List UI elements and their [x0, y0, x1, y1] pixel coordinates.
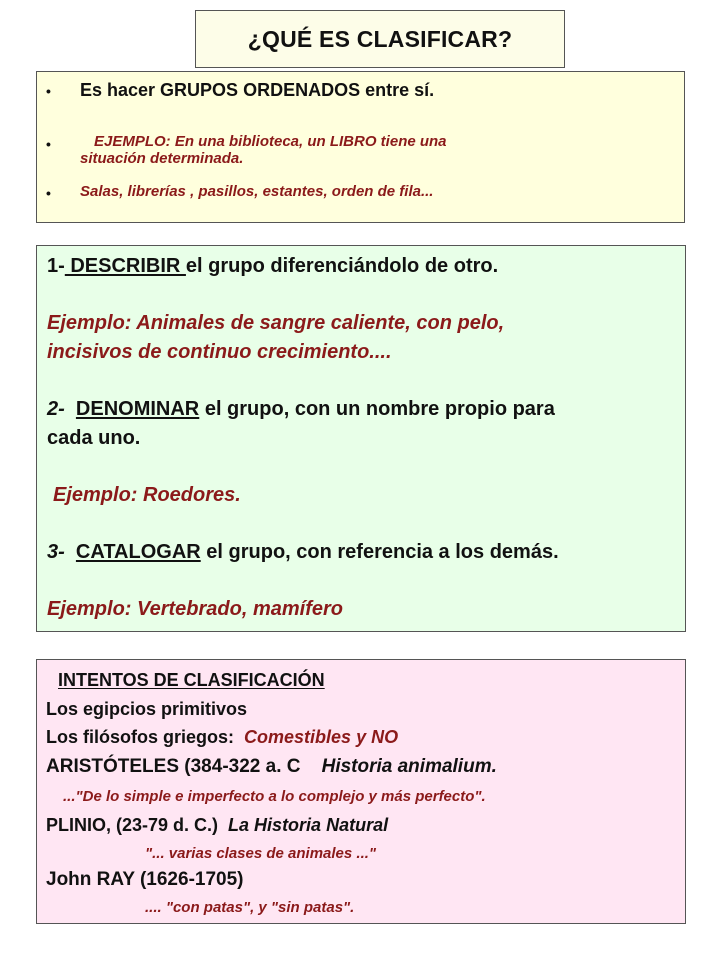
example-detail-line: Salas, librerías , pasillos, estantes, orden de fila... [80, 183, 434, 200]
example-line-2: situación determinada. [80, 150, 244, 167]
bullet-3: • [46, 185, 51, 201]
step-2-number: 2- [47, 398, 65, 420]
bullet-2: • [46, 136, 51, 152]
step-3-number: 3- [47, 541, 65, 563]
example-line [80, 133, 640, 167]
aristotle-label: ARISTÓTELES (384-322 a. C [46, 756, 301, 777]
history-line-greeks [46, 727, 398, 748]
history-heading [58, 670, 325, 691]
step-2-text: el grupo, con un nombre propio para [199, 398, 555, 420]
step-1-text: el grupo diferenciándolo de otro. [185, 255, 499, 277]
step-2-text-line-2: cada uno. [47, 427, 141, 449]
step-2-term: DENOMINAR [75, 398, 200, 420]
definition-line: Es hacer GRUPOS ORDENADOS entre sí. [80, 80, 435, 100]
history-line-ray: John RAY (1626-1705) [46, 869, 244, 890]
step-3-example: Ejemplo: Vertebrado, mamífero [47, 598, 343, 620]
page-title: ¿QUÉ ES CLASIFICAR? [247, 25, 513, 52]
aristotle-quote: ..."De lo simple e imperfecto a lo complejo y más perfecto". [63, 788, 486, 805]
bullet-1: • [46, 83, 51, 99]
title-box [195, 10, 565, 68]
step-2 [47, 398, 555, 421]
step-1-example-line-1: Ejemplo: Animales de sangre caliente, con pelo, [47, 312, 505, 334]
greeks-classification: Comestibles y NO [244, 727, 399, 747]
step-1-term: DESCRIBIR [64, 255, 186, 277]
history-heading-text: INTENTOS DE CLASIFICACIÓN [58, 670, 325, 690]
history-line-aristotle [46, 756, 497, 778]
example-line-1: EJEMPLO: En una biblioteca, un LIBRO tiene una [94, 133, 447, 150]
step-3-term: CATALOGAR [75, 541, 201, 563]
step-1-example-line-2: incisivos de continuo crecimiento.... [47, 341, 392, 363]
plinio-work: La Historia Natural [228, 815, 389, 835]
history-line-plinio [46, 815, 388, 836]
step-2-example: Ejemplo: Roedores. [53, 484, 241, 506]
ray-quote: .... "con patas", y "sin patas". [145, 899, 355, 916]
plinio-quote: "... varias clases de animales ..." [145, 845, 377, 862]
history-line-egyptians: Los egipcios primitivos [46, 699, 248, 719]
step-1-number: 1- [47, 255, 65, 277]
step-3 [47, 541, 559, 564]
greeks-label: Los filósofos griegos: [46, 727, 235, 747]
step-1 [47, 255, 498, 278]
plinio-label: PLINIO, (23-79 d. C.) [46, 815, 219, 835]
step-3-text: el grupo, con referencia a los demás. [200, 541, 559, 563]
aristotle-work: Historia animalium. [321, 756, 497, 777]
